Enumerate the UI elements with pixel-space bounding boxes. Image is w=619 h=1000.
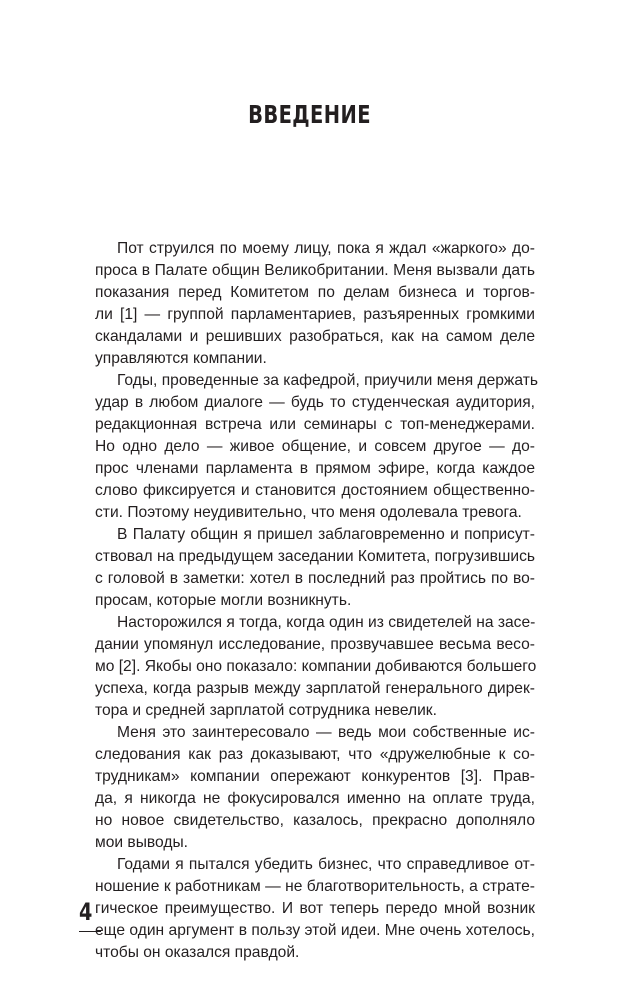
- text-line: Годами я пытался убедить бизнес, что справедливое от-: [117, 856, 535, 873]
- text-line: Годы, проведенные за кафедрой, приучили меня держать: [117, 372, 538, 389]
- text-line: скандалами и решивших разобраться, как на самом деле: [95, 328, 535, 345]
- text-line: мои выводы.: [95, 834, 189, 851]
- text-line: Но одно дело — живое общение, и совсем другое — до-: [95, 438, 535, 455]
- text-line: показания перед Комитетом по делам бизнеса и торгов-: [95, 284, 535, 301]
- chapter-title: ВВЕДЕНИЕ: [248, 100, 371, 129]
- paragraph: [95, 370, 538, 524]
- text-line: ли [1] — группой парламентариев, разъяренных громкими: [95, 306, 535, 323]
- paragraph: [95, 722, 535, 854]
- text-line: да, я никогда не фокусировался именно на оплате труда,: [95, 790, 535, 807]
- text-line: проса в Палате общин Великобритании. Меня вызвали дать: [95, 262, 535, 279]
- text-line: сти. Поэтому неудивительно, что меня одолевала тревога.: [95, 504, 522, 521]
- text-line: В Палату общин я пришел заблаговременно и поприсут-: [117, 526, 535, 543]
- text-line: но новое свидетельство, казалось, прекрасно дополняло: [95, 812, 535, 829]
- text-line: тора и средней зарплатой сотрудника невелик.: [95, 702, 437, 719]
- page-number-rule: [79, 931, 101, 932]
- page-number: 4: [79, 898, 93, 926]
- text-line: ствовал на предыдущем заседании Комитета, погрузившись: [95, 548, 535, 565]
- text-line: с головой в заметки: хотел в последний раз пройтись по во-: [95, 570, 535, 587]
- text-line: мо [2]. Якобы оно показало: компании добиваются большего: [95, 658, 537, 675]
- text-line: еще один аргумент в пользу этой идеи. Мне очень хотелось,: [95, 922, 535, 939]
- text-line: Пот струился по моему лицу, пока я ждал «жаркого» до-: [117, 240, 535, 257]
- paragraph: [95, 524, 535, 612]
- paragraph: [95, 612, 535, 722]
- paragraph: [95, 854, 535, 964]
- text-line: успеха, когда разрыв между зарплатой генерального дирек-: [95, 680, 535, 697]
- text-line: редакционная встреча или семинары с топ-менеджерами.: [95, 416, 535, 433]
- text-line: гическое преимущество. И вот теперь передо мной возник: [95, 900, 535, 917]
- text-line: дании упомянул исследование, прозвучавшее весьма весо-: [95, 636, 535, 653]
- text-line: следования как раз доказывают, что «дружелюбные к со-: [95, 746, 535, 763]
- text-line: трудникам» компании опережают конкурентов [3]. Прав-: [95, 768, 535, 785]
- body-text: [95, 238, 538, 964]
- text-line: просам, которые могли возникнуть.: [95, 592, 352, 609]
- text-line: слово фиксируется и становится достоянием общественно-: [95, 482, 535, 499]
- text-line: удар в любом диалоге — будь то студенческая аудитория,: [95, 394, 535, 411]
- text-line: ношение к работникам — не благотворительность, а страте-: [95, 878, 535, 895]
- text-line: чтобы он оказался правдой.: [95, 944, 300, 961]
- text-line: Насторожился я тогда, когда один из свидетелей на засе-: [117, 614, 536, 631]
- text-line: Меня это заинтересовало — ведь мои собственные ис-: [117, 724, 535, 741]
- text-line: прос членами парламента в прямом эфире, когда каждое: [95, 460, 535, 477]
- text-line: управляются компании.: [95, 350, 267, 367]
- paragraph: [95, 238, 535, 370]
